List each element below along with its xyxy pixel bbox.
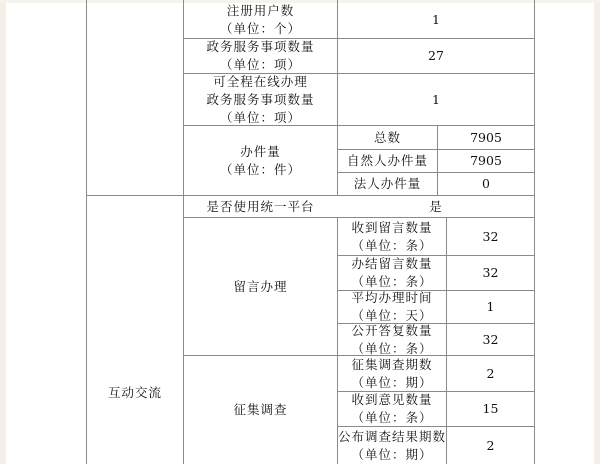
liuyan-avg-time-value: 1 xyxy=(486,299,495,314)
liuyan-received-value: 32 xyxy=(482,228,499,244)
row-online-items-value: 1 xyxy=(432,91,440,107)
bancheng-total-value: 7905 xyxy=(470,129,502,145)
unit-line: （单位：条） xyxy=(351,340,433,356)
label-line: 公布调查结果期数 xyxy=(338,428,447,444)
bancheng-legal-label: 法人办件量 xyxy=(353,176,422,191)
row-service-items-value: 27 xyxy=(428,48,444,63)
label-line: 收到留言数量 xyxy=(351,219,433,235)
unit-line: （单位：项） xyxy=(219,109,301,125)
label-line: 办件量 xyxy=(240,143,281,159)
zhengji-periods-label xyxy=(338,356,446,391)
label-line: 注册用户数 xyxy=(226,2,295,18)
row-service-items-label xyxy=(184,39,337,73)
page-margin-right xyxy=(594,0,600,464)
label-line: 政务服务事项数量 xyxy=(206,39,315,54)
label-line: 征集调查期数 xyxy=(351,356,433,372)
liuyan-public-reply-label xyxy=(338,324,446,355)
hudong-label: 互动交流 xyxy=(107,385,162,400)
bancheng-natural-value: 7905 xyxy=(470,153,502,168)
unit-line: （单位：件） xyxy=(219,161,301,177)
label-line: 公开答复数量 xyxy=(351,322,433,338)
liuyan-public-reply-value: 32 xyxy=(482,331,499,347)
liuyan-closed-label xyxy=(338,256,446,290)
row-registered-users-label xyxy=(184,1,337,38)
liuyan-closed-value: 32 xyxy=(482,265,499,280)
bancheng-total-label: 总数 xyxy=(373,129,401,145)
unit-line: （单位：期） xyxy=(351,374,433,390)
unit-line: （单位：条） xyxy=(351,410,433,425)
page-margin-left xyxy=(0,0,6,464)
zhengji-periods-value: 2 xyxy=(486,365,495,381)
label-line: 政务服务事项数量 xyxy=(206,91,315,107)
label-line: 办结留言数量 xyxy=(351,256,433,271)
unit-line: （单位：条） xyxy=(351,237,433,253)
label-line: 可全程在线办理 xyxy=(213,73,308,89)
unit-line: （单位：个） xyxy=(219,20,301,36)
zhengji-results-value: 2 xyxy=(486,437,495,453)
unit-line: （单位：条） xyxy=(351,274,433,289)
bancheng-legal-value: 0 xyxy=(482,176,490,191)
unit-line: （单位：项） xyxy=(219,57,301,72)
zhengji-opinions-label xyxy=(338,392,446,426)
bancheng-label xyxy=(184,126,337,195)
label-line: 平均办理时间 xyxy=(351,290,433,305)
zhengji-results-label xyxy=(338,427,446,464)
liuyan-label: 留言办理 xyxy=(233,278,288,294)
label-line: 收到意见数量 xyxy=(351,392,433,407)
unit-line: （单位：期） xyxy=(351,446,433,462)
platform-value: 是 xyxy=(429,198,443,214)
zhengji-opinions-value: 15 xyxy=(482,401,499,416)
platform-label: 是否使用统一平台 xyxy=(206,198,315,214)
row-online-items-label xyxy=(184,74,337,125)
unit-line: （单位：天） xyxy=(351,308,433,323)
row-registered-users-value: 1 xyxy=(432,11,440,27)
zhengji-label: 征集调查 xyxy=(233,402,288,417)
liuyan-avg-time-label xyxy=(338,291,446,323)
liuyan-received-label xyxy=(338,218,446,255)
bancheng-natural-label: 自然人办件量 xyxy=(346,153,428,168)
